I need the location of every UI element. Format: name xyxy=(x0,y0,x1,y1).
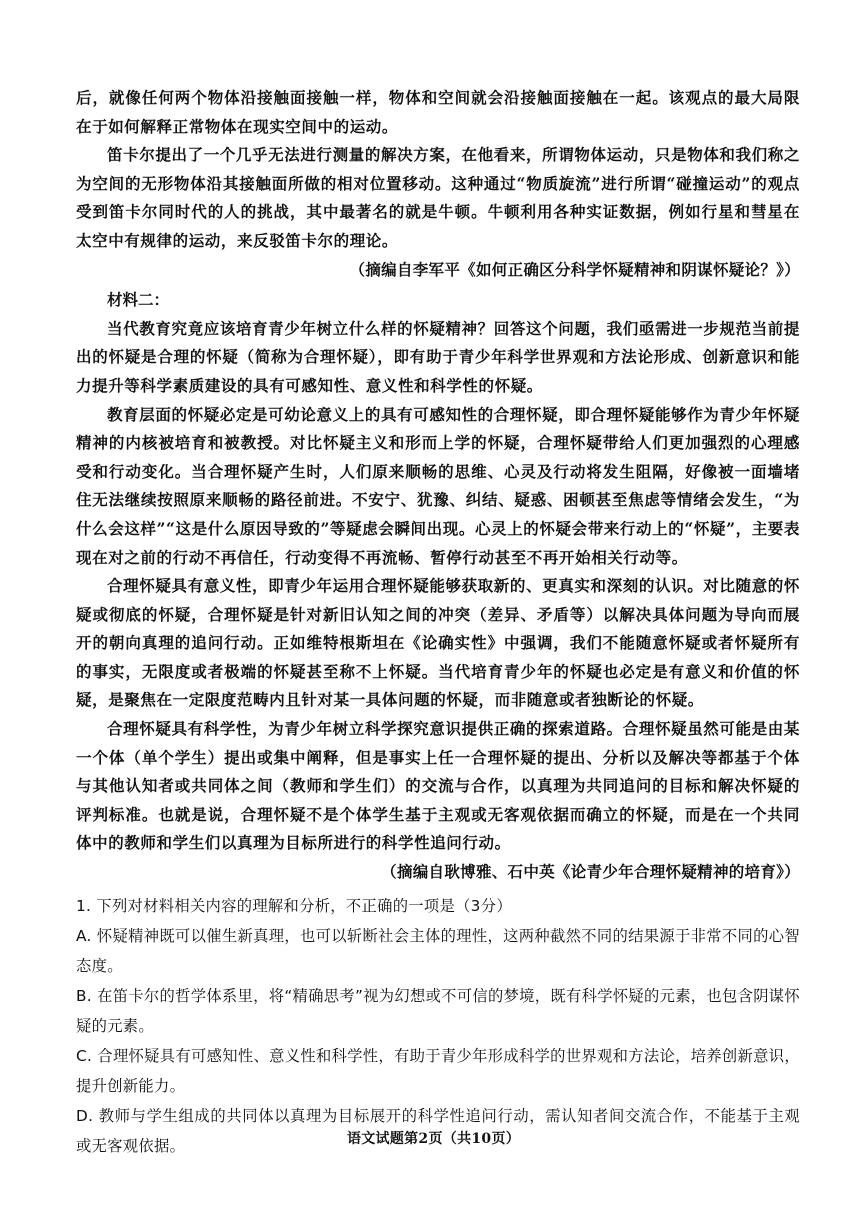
source-citation: （摘编自耿博雅、石中英《论青少年合理怀疑精神的培育》） xyxy=(381,862,800,882)
answer-option-b: B. 在笛卡尔的哲学体系里，将“精确思考”视为幻想或不可信的梦境，既有科学怀疑的元素，也包含阴谋怀疑的元素。 xyxy=(76,986,800,1035)
page-content xyxy=(76,84,800,1161)
material-heading: 材料二： xyxy=(107,290,170,310)
page-footer: 语文试题第2页（共10页） xyxy=(346,1131,521,1147)
answer-option-d: D. 教师与学生组成的共同体以真理为目标展开的科学性追问行动，需认知者间交流合作，不能基于主观或无客观依据。 xyxy=(76,1106,800,1155)
source-citation: （摘编自李军平《如何正确区分科学怀疑精神和阴谋怀疑论？》） xyxy=(349,259,800,279)
passage-paragraph: 合理怀疑具有科学性，为青少年树立科学探究意识提供正确的探索道路。合理怀疑虽然可能是由某一个体（单个学生）提出或集中阐释，但是事实上任一合理怀疑的提出、分析以及解决等都基于个体与其他认知者或共同体之间（教师和学生们）的交流与合作，以真理为共同追问的目标和解决怀疑的评判标准。也就是说，合理怀疑不是个体学生基于主观或无客观依据而确立的怀疑，而是在一个共同体中的教师和学生们以真理为目标所进行的科学性追问行动。 xyxy=(76,719,800,853)
question-stem: 1. 下列对材料相关内容的理解和分析，不正确的一项是（3分） xyxy=(76,896,512,915)
passage-paragraph: 笛卡尔提出了一个几乎无法进行测量的解决方案，在他看来，所谓物体运动，只是物体和我们称之为空间的无形物体沿其接触面所做的相对位置移动。这种通过“物质旋流”进行所谓“碰撞运动”的观点受到笛卡尔同时代的人的挑战，其中最著名的就是牛顿。牛顿利用各种实证数据，例如行星和彗星在太空中有规律的运动，来反驳笛卡尔的理论。 xyxy=(76,145,800,250)
passage-paragraph: 后，就像任何两个物体沿接触面接触一样，物体和空间就会沿接触面接触在一起。该观点的最大局限在于如何解释正常物体在现实空间中的运动。 xyxy=(76,88,800,136)
passage-paragraph: 当代教育究竟应该培育青少年树立什么样的怀疑精神？回答这个问题，我们亟需进一步规范当前提出的怀疑是合理的怀疑（简称为合理怀疑），即有助于青少年科学世界观和方法论形成、创新意识和能力提升等科学素质建设的具有可感知性、意义性和科学性的怀疑。 xyxy=(76,318,800,395)
answer-option-a: A. 怀疑精神既可以催生新真理，也可以斩断社会主体的理性，这两种截然不同的结果源于非常不同的心智态度。 xyxy=(76,926,800,975)
passage-paragraph: 教育层面的怀疑必定是可幼论意义上的具有可感知性的合理怀疑，即合理怀疑能够作为青少年怀疑精神的内核被培育和被教授。对比怀疑主义和形而上学的怀疑，合理怀疑带给人们更加强烈的心理感受和行动变化。当合理怀疑产生时，人们原来顺畅的思维、心灵及行动将发生阻隔，好像被一面墙堵住无法继续按照原来顺畅的路径前进。不安宁、犹豫、纠结、疑惑、困顿甚至焦虑等情绪会发生，“为什么会这样”“这是什么原因导致的”等疑虑会瞬间出现。心灵上的怀疑会带来行动上的“怀疑”，主要表现在对之前的行动不再信任，行动变得不再流畅、暂停行动甚至不再开始相关行动等。 xyxy=(76,404,800,567)
passage-paragraph: 合理怀疑具有意义性，即青少年运用合理怀疑能够获取新的、更真实和深刻的认识。对比随意的怀疑或彻底的怀疑，合理怀疑是针对新旧认知之间的冲突（差异、矛盾等）以解决具体问题为导向而展开的朝向真理的追问行动。正如维特根斯坦在《论确实性》中强调，我们不能随意怀疑或者怀疑所有的事实，无限度或者极端的怀疑甚至称不上怀疑。当代培育青少年的怀疑也必定是有意义和价值的怀疑，是聚焦在一定限度范畴内且针对某一具体问题的怀疑，而非随意或者独断论的怀疑。 xyxy=(76,576,800,710)
answer-option-c: C. 合理怀疑具有可感知性、意义性和科学性，有助于青少年形成科学的世界观和方法论，培养创新意识，提升创新能力。 xyxy=(76,1046,800,1095)
